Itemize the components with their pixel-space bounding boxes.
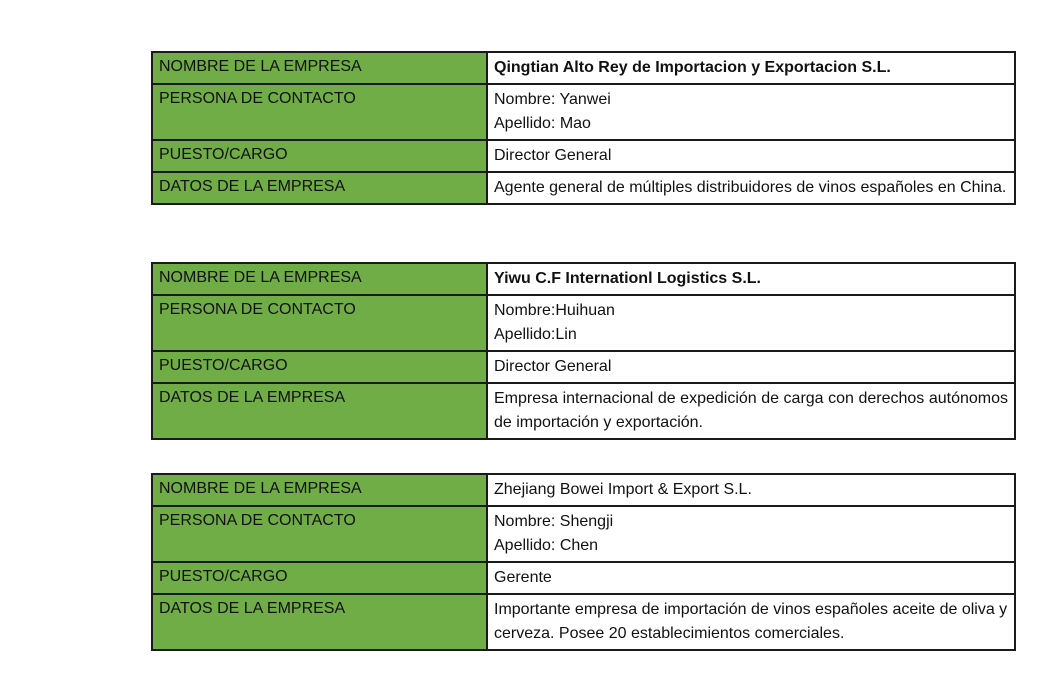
company-data-label: DATOS DE LA EMPRESA xyxy=(152,594,487,650)
contact-person-row xyxy=(152,295,1015,351)
company-data-row xyxy=(152,172,1015,204)
company-name-value: Zhejiang Bowei Import & Export S.L. xyxy=(487,474,1015,506)
contact-person-value xyxy=(487,84,1015,140)
contact-person-value xyxy=(487,506,1015,562)
contact-person-label: PERSONA DE CONTACTO xyxy=(152,84,487,140)
position-row xyxy=(152,351,1015,383)
company-name-row xyxy=(152,52,1015,84)
contact-person-label: PERSONA DE CONTACTO xyxy=(152,295,487,351)
company-name-row xyxy=(152,474,1015,506)
contact-person-label: PERSONA DE CONTACTO xyxy=(152,506,487,562)
company-name-label: NOMBRE DE LA EMPRESA xyxy=(152,474,487,506)
company-data-value: Importante empresa de importación de vinos españoles aceite de oliva y cerveza. Posee 20 establecimientos comerciales. xyxy=(487,594,1015,650)
position-row xyxy=(152,140,1015,172)
position-label: PUESTO/CARGO xyxy=(152,351,487,383)
company-name-value: Qingtian Alto Rey de Importacion y Exportacion S.L. xyxy=(487,52,1015,84)
position-value: Director General xyxy=(487,140,1015,172)
contact-last-name: Apellido:Lin xyxy=(494,326,577,343)
position-value: Director General xyxy=(487,351,1015,383)
contact-first-name: Nombre: Shengji xyxy=(494,513,614,530)
position-label: PUESTO/CARGO xyxy=(152,562,487,594)
contact-person-value xyxy=(487,295,1015,351)
contact-person-row xyxy=(152,84,1015,140)
position-row xyxy=(152,562,1015,594)
contact-last-name: Apellido: Mao xyxy=(494,115,591,132)
company-table-2 xyxy=(151,262,1016,440)
company-data-label: DATOS DE LA EMPRESA xyxy=(152,383,487,439)
position-label: PUESTO/CARGO xyxy=(152,140,487,172)
company-name-label: NOMBRE DE LA EMPRESA xyxy=(152,263,487,295)
company-name-label: NOMBRE DE LA EMPRESA xyxy=(152,52,487,84)
company-table-1 xyxy=(151,51,1016,205)
contact-last-name: Apellido: Chen xyxy=(494,537,599,554)
company-name-value: Yiwu C.F Internationl Logistics S.L. xyxy=(487,263,1015,295)
company-name-row xyxy=(152,263,1015,295)
company-data-label: DATOS DE LA EMPRESA xyxy=(152,172,487,204)
position-value: Gerente xyxy=(487,562,1015,594)
company-data-value: Agente general de múltiples distribuidores de vinos españoles en China. xyxy=(487,172,1015,204)
contact-person-row xyxy=(152,506,1015,562)
company-table-3 xyxy=(151,473,1016,651)
contact-first-name: Nombre: Yanwei xyxy=(494,91,611,108)
contact-first-name: Nombre:Huihuan xyxy=(494,302,615,319)
company-data-row xyxy=(152,594,1015,650)
company-data-value: Empresa internacional de expedición de carga con derechos autónomos de importación y exportación. xyxy=(487,383,1015,439)
company-data-row xyxy=(152,383,1015,439)
